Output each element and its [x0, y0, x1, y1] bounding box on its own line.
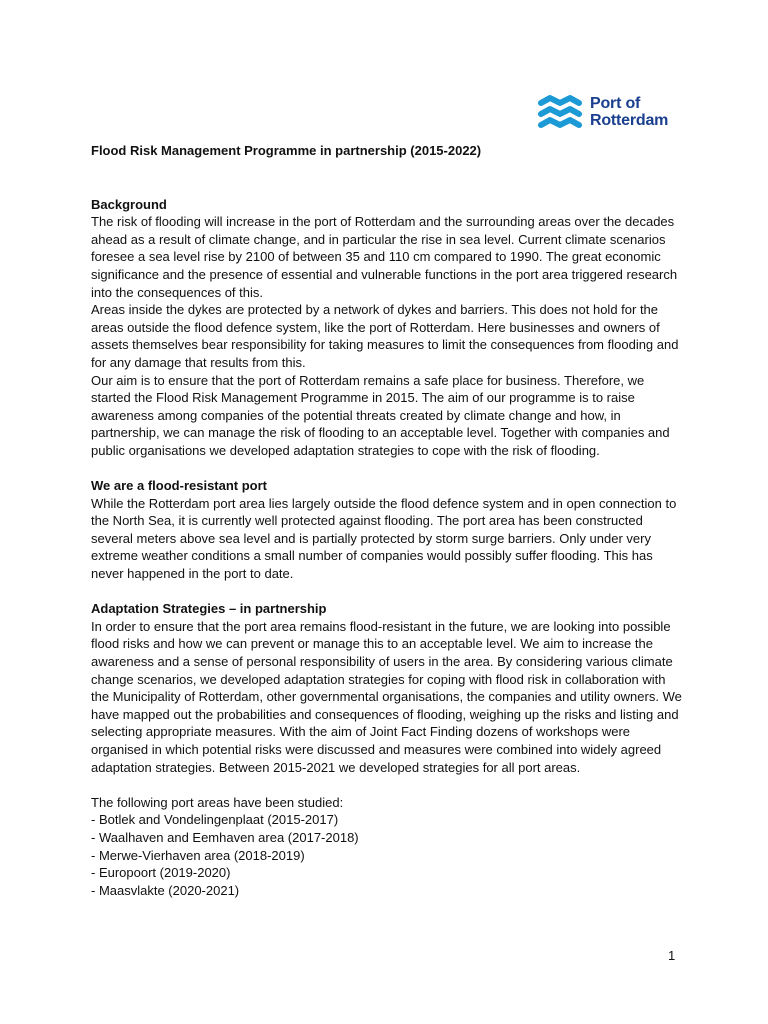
wave-logo-icon: [538, 94, 582, 132]
studied-areas-list: [91, 811, 683, 899]
document-title: Flood Risk Management Programme in partnership (2015-2022): [91, 143, 482, 158]
section-background: [91, 196, 683, 460]
port-of-rotterdam-logo: [538, 94, 678, 134]
paragraph: While the Rotterdam port area lies largely outside the flood defence system and in open connection to the North Sea, it is currently well protected against flooding. The port area has been constructed several meters above sea level and is partially protected by storm surge barriers. Only under very extreme weather conditions a small number of companies would possibly suffer flooding. This has never happened in the port to date.: [91, 495, 677, 582]
page-number: 1: [668, 948, 676, 963]
section-flood-resistant: [91, 477, 683, 583]
section-adaptation-strategies: [91, 600, 683, 776]
logo-wordmark: [590, 95, 668, 129]
section-heading: We are a flood-resistant port: [91, 478, 268, 494]
logo-line-2: Rotterdam: [590, 112, 669, 129]
section-studied-areas: [91, 794, 683, 900]
paragraph: The risk of flooding will increase in the port of Rotterdam and the surrounding areas over the decades ahead as a result of climate change, and in particular the rise in sea level. Current climate scenarios foresee a sea level rise by 2100 of between 35 and 110 cm compared to 1990. The great economic significance and the presence of essential and vulnerable functions in the port area triggered research into the consequences of this.: [91, 214, 678, 300]
section-heading: Background: [91, 196, 167, 212]
logo-line-1: Port of: [590, 95, 641, 112]
section-heading: Adaptation Strategies – in partnership: [91, 601, 327, 617]
list-item: - Maasvlakte (2020-2021): [91, 882, 240, 898]
document-body: [91, 142, 683, 917]
list-item: - Europoort (2019-2020): [91, 865, 231, 881]
list-item: - Botlek and Vondelingenplaat (2015-2017): [91, 812, 339, 828]
list-item: - Merwe-Vierhaven area (2018-2019): [91, 847, 305, 863]
paragraph: In order to ensure that the port area remains flood-resistant in the future, we are looking into possible flood risks and how we can prevent or manage this to an acceptable level. We aim to increase the awareness and a sense of personal responsibility of users in the area. By considering various climate change scenarios, we developed adaptation strategies for coping with flood risk in collaboration with the Municipality of Rotterdam, other governmental organisations, the companies and utility owners. We have mapped out the probabilities and consequences of flooding, weighing up the risks and listing and selecting appropriate measures. With the aim of Joint Fact Finding dozens of workshops were organised in which potential risks were discussed and measures were combined into widely agreed adaptation strategies. Between 2015-2021 we developed strategies for all port areas.: [91, 618, 682, 775]
studied-intro: The following port areas have been studied:: [91, 794, 344, 810]
list-item: - Waalhaven and Eemhaven area (2017-2018): [91, 829, 359, 845]
paragraph: Our aim is to ensure that the port of Rotterdam remains a safe place for business. Therefore, we started the Flood Risk Management Programme in 2015. The aim of our programme is to raise awareness among companies of the potential threats created by climate change and how, in partnership, we can manage the risk of flooding to an acceptable level. Together with companies and public organisations we developed adaptation strategies to cope with the risk of flooding.: [91, 372, 670, 458]
paragraph: Areas inside the dykes are protected by a network of dykes and barriers. This does not hold for the areas outside the flood defence system, like the port of Rotterdam. Here businesses and owners of assets themselves bear responsibility for taking measures to limit the consequences from flooding and for any damage that results from this.: [91, 302, 679, 370]
